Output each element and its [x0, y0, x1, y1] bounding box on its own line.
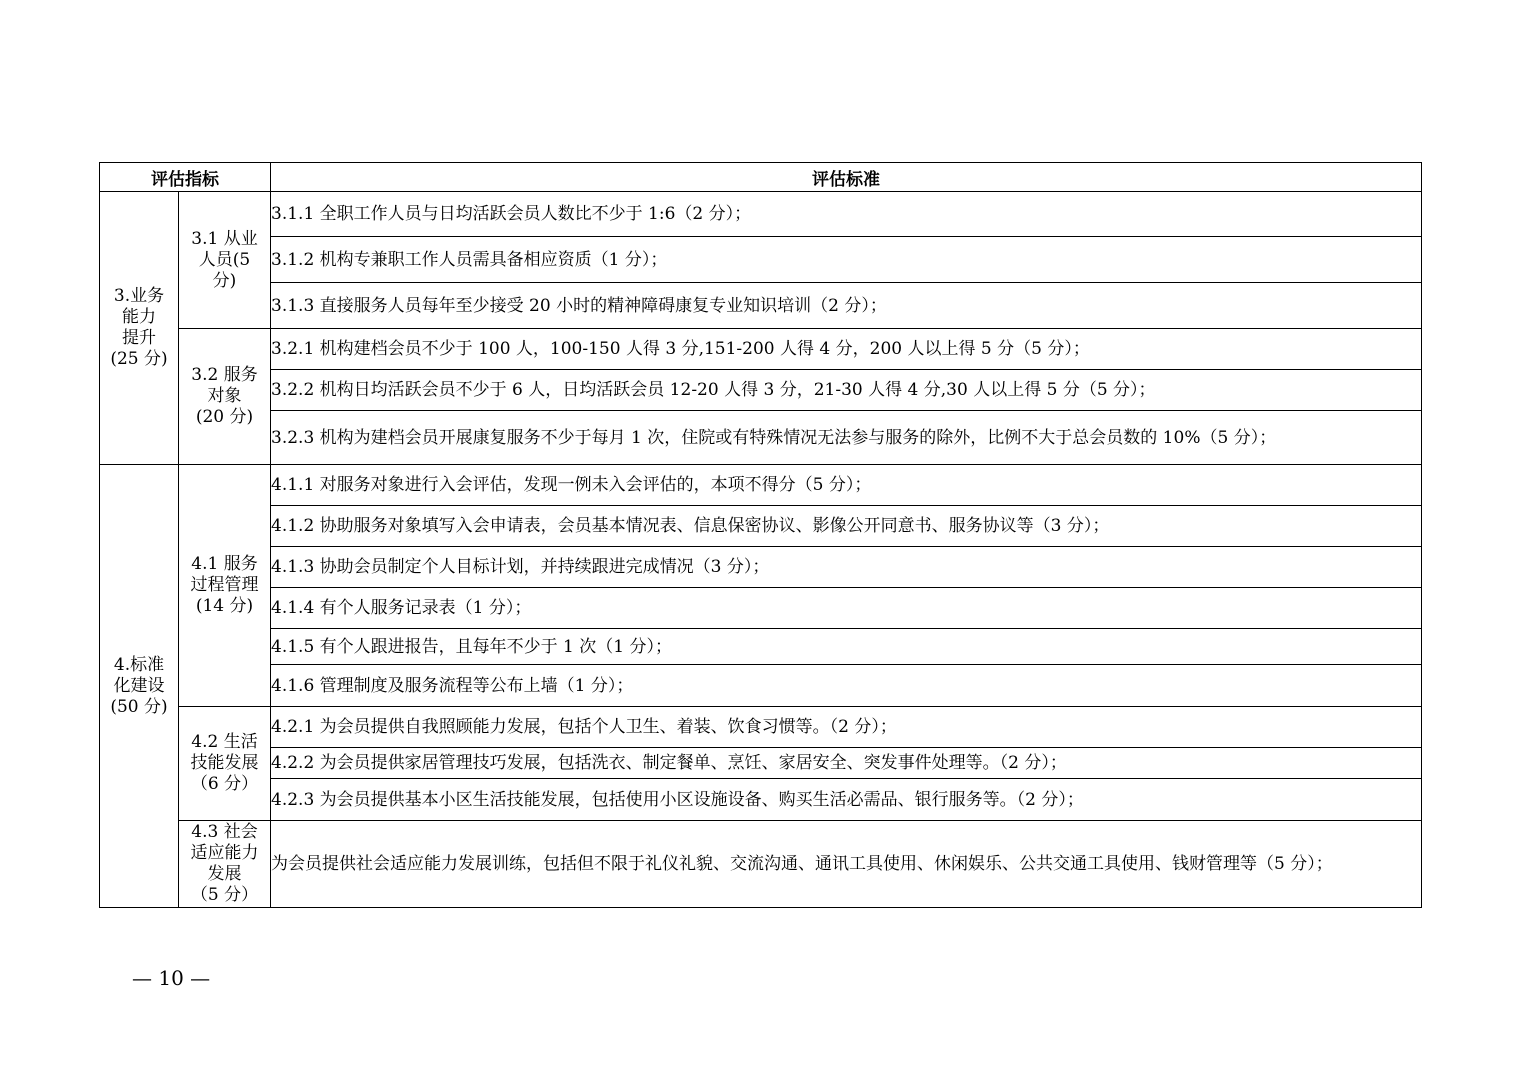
criterion-4-1-4: 4.1.4 有个人服务记录表（1 分）；: [271, 588, 1422, 629]
table-row: [100, 283, 1422, 329]
criterion-4-1-5: 4.1.5 有个人跟进报告，且每年不少于 1 次（1 分）；: [271, 629, 1422, 665]
table-row: [100, 588, 1422, 629]
table-row: [100, 665, 1422, 707]
criterion-4-2-2: 4.2.2 为会员提供家居管理技巧发展，包括洗衣、制定餐单、烹饪、家居安全、突发事件处理等。（2 分）；: [271, 748, 1422, 779]
criterion-4-1-6: 4.1.6 管理制度及服务流程等公布上墙（1 分）；: [271, 665, 1422, 707]
table-row: [100, 629, 1422, 665]
table-row: [100, 748, 1422, 779]
criterion-4-1-1: 4.1.1 对服务对象进行入会评估，发现一例未入会评估的，本项不得分（5 分）；: [271, 465, 1422, 506]
subcategory-4-1-cell: 4.1 服务 过程管理 (14 分): [179, 465, 271, 707]
header-standard: 评估标准: [271, 163, 1422, 192]
criterion-3-1-1: 3.1.1 全职工作人员与日均活跃会员人数比不少于 1:6（2 分）；: [271, 192, 1422, 237]
evaluation-table: [99, 162, 1422, 908]
table-header-row: [100, 163, 1422, 192]
table-row: [100, 237, 1422, 283]
criterion-3-1-3: 3.1.3 直接服务人员每年至少接受 20 小时的精神障碍康复专业知识培训（2 分）；: [271, 283, 1422, 329]
table-row: [100, 547, 1422, 588]
table-row: [100, 707, 1422, 748]
table-row: [100, 779, 1422, 821]
table-row: [100, 506, 1422, 547]
criterion-4-3: 为会员提供社会适应能力发展训练，包括但不限于礼仪礼貌、交流沟通、通讯工具使用、休闲娱乐、公共交通工具使用、钱财管理等（5 分）；: [271, 821, 1422, 908]
category-3-cell: 3.业务 能力 提升 (25 分): [100, 192, 179, 465]
criterion-3-2-2: 3.2.2 机构日均活跃会员不少于 6 人，日均活跃会员 12-20 人得 3 分，21-30 人得 4 分,30 人以上得 5 分（5 分）；: [271, 370, 1422, 411]
table-row: [100, 821, 1422, 908]
subcategory-4-2-cell: 4.2 生活 技能发展 （6 分）: [179, 707, 271, 821]
criterion-3-1-2: 3.1.2 机构专兼职工作人员需具备相应资质（1 分）；: [271, 237, 1422, 283]
subcategory-4-3-cell: 4.3 社会 适应能力 发展 （5 分）: [179, 821, 271, 908]
table-row: [100, 465, 1422, 506]
criterion-4-2-3: 4.2.3 为会员提供基本小区生活技能发展，包括使用小区设施设备、购买生活必需品、银行服务等。（2 分）；: [271, 779, 1422, 821]
header-indicator: 评估指标: [100, 163, 271, 192]
subcategory-3-2-cell: 3.2 服务 对象 (20 分): [179, 329, 271, 465]
criterion-4-1-3: 4.1.3 协助会员制定个人目标计划，并持续跟进完成情况（3 分）；: [271, 547, 1422, 588]
table-row: [100, 411, 1422, 465]
criterion-3-2-3: 3.2.3 机构为建档会员开展康复服务不少于每月 1 次，住院或有特殊情况无法参与服务的除外，比例不大于总会员数的 10%（5 分）；: [271, 411, 1422, 465]
criterion-4-1-2: 4.1.2 协助服务对象填写入会申请表，会员基本情况表、信息保密协议、影像公开同意书、服务协议等（3 分）；: [271, 506, 1422, 547]
table-row: [100, 192, 1422, 237]
page-number: — 10 —: [132, 966, 211, 990]
table-row: [100, 329, 1422, 370]
subcategory-3-1-cell: 3.1 从业 人员(5 分): [179, 192, 271, 329]
criterion-3-2-1: 3.2.1 机构建档会员不少于 100 人，100-150 人得 3 分,151-200 人得 4 分，200 人以上得 5 分（5 分）；: [271, 329, 1422, 370]
category-4-cell: 4.标准 化建设 (50 分): [100, 465, 179, 908]
table-row: [100, 370, 1422, 411]
criterion-4-2-1: 4.2.1 为会员提供自我照顾能力发展，包括个人卫生、着装、饮食习惯等。（2 分）；: [271, 707, 1422, 748]
